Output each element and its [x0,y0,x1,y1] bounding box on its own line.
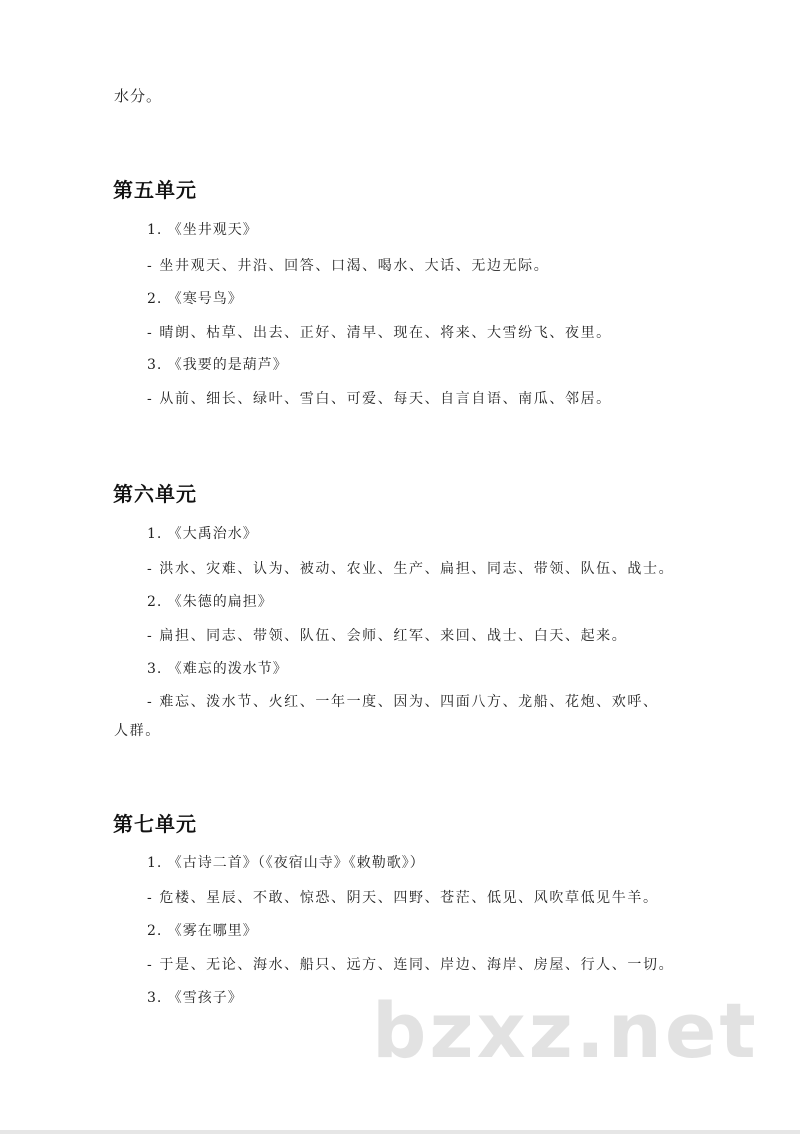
lesson-words: - 危楼、星辰、不敢、惊恐、阴天、四野、苍茫、低见、风吹草低见牛羊。 [147,890,659,906]
lesson-words: - 晴朗、枯草、出去、正好、清早、现在、将来、大雪纷飞、夜里。 [147,325,612,341]
lesson-words: - 洪水、灾难、认为、被动、农业、生产、扁担、同志、带领、队伍、战士。 [147,561,675,577]
watermark: bzxz.net [372,986,759,1075]
lesson-title: 2. 《朱德的扁担》 [147,594,273,610]
lesson-title: 1. 《坐井观天》 [147,222,258,238]
lesson-title: 1. 《大禹治水》 [147,526,258,542]
lesson-words: - 从前、细长、绿叶、雪白、可爱、每天、自言自语、南瓜、邻居。 [147,391,612,407]
lesson-title: 3. 《难忘的泼水节》 [147,661,288,677]
lesson-words: - 于是、无论、海水、船只、远方、连同、岸边、海岸、房屋、行人、一切。 [147,957,675,973]
unit-heading: 第七单元 [113,812,197,836]
lesson-words: - 扁担、同志、带领、队伍、会师、红军、来回、战士、白天、起来。 [147,628,628,644]
lesson-title: 1. 《古诗二首》（《夜宿山寺》《敕勒歌》） [147,855,425,871]
continued-text: 水分。 [114,87,163,105]
lesson-title: 2. 《寒号鸟》 [147,291,243,307]
page-edge [0,1130,800,1134]
lesson-title: 3. 《雪孩子》 [147,990,243,1006]
lesson-title: 2. 《雾在哪里》 [147,923,258,939]
lesson-words: - 坐井观天、井沿、回答、口渴、喝水、大话、无边无际。 [147,258,550,274]
unit-heading: 第五单元 [113,178,197,202]
unit-heading: 第六单元 [113,482,197,506]
lesson-title: 3. 《我要的是葫芦》 [147,357,288,373]
lesson-words: - 难忘、泼水节、火红、一年一度、因为、四面八方、龙船、花炮、欢呼、人群。 [114,694,659,739]
